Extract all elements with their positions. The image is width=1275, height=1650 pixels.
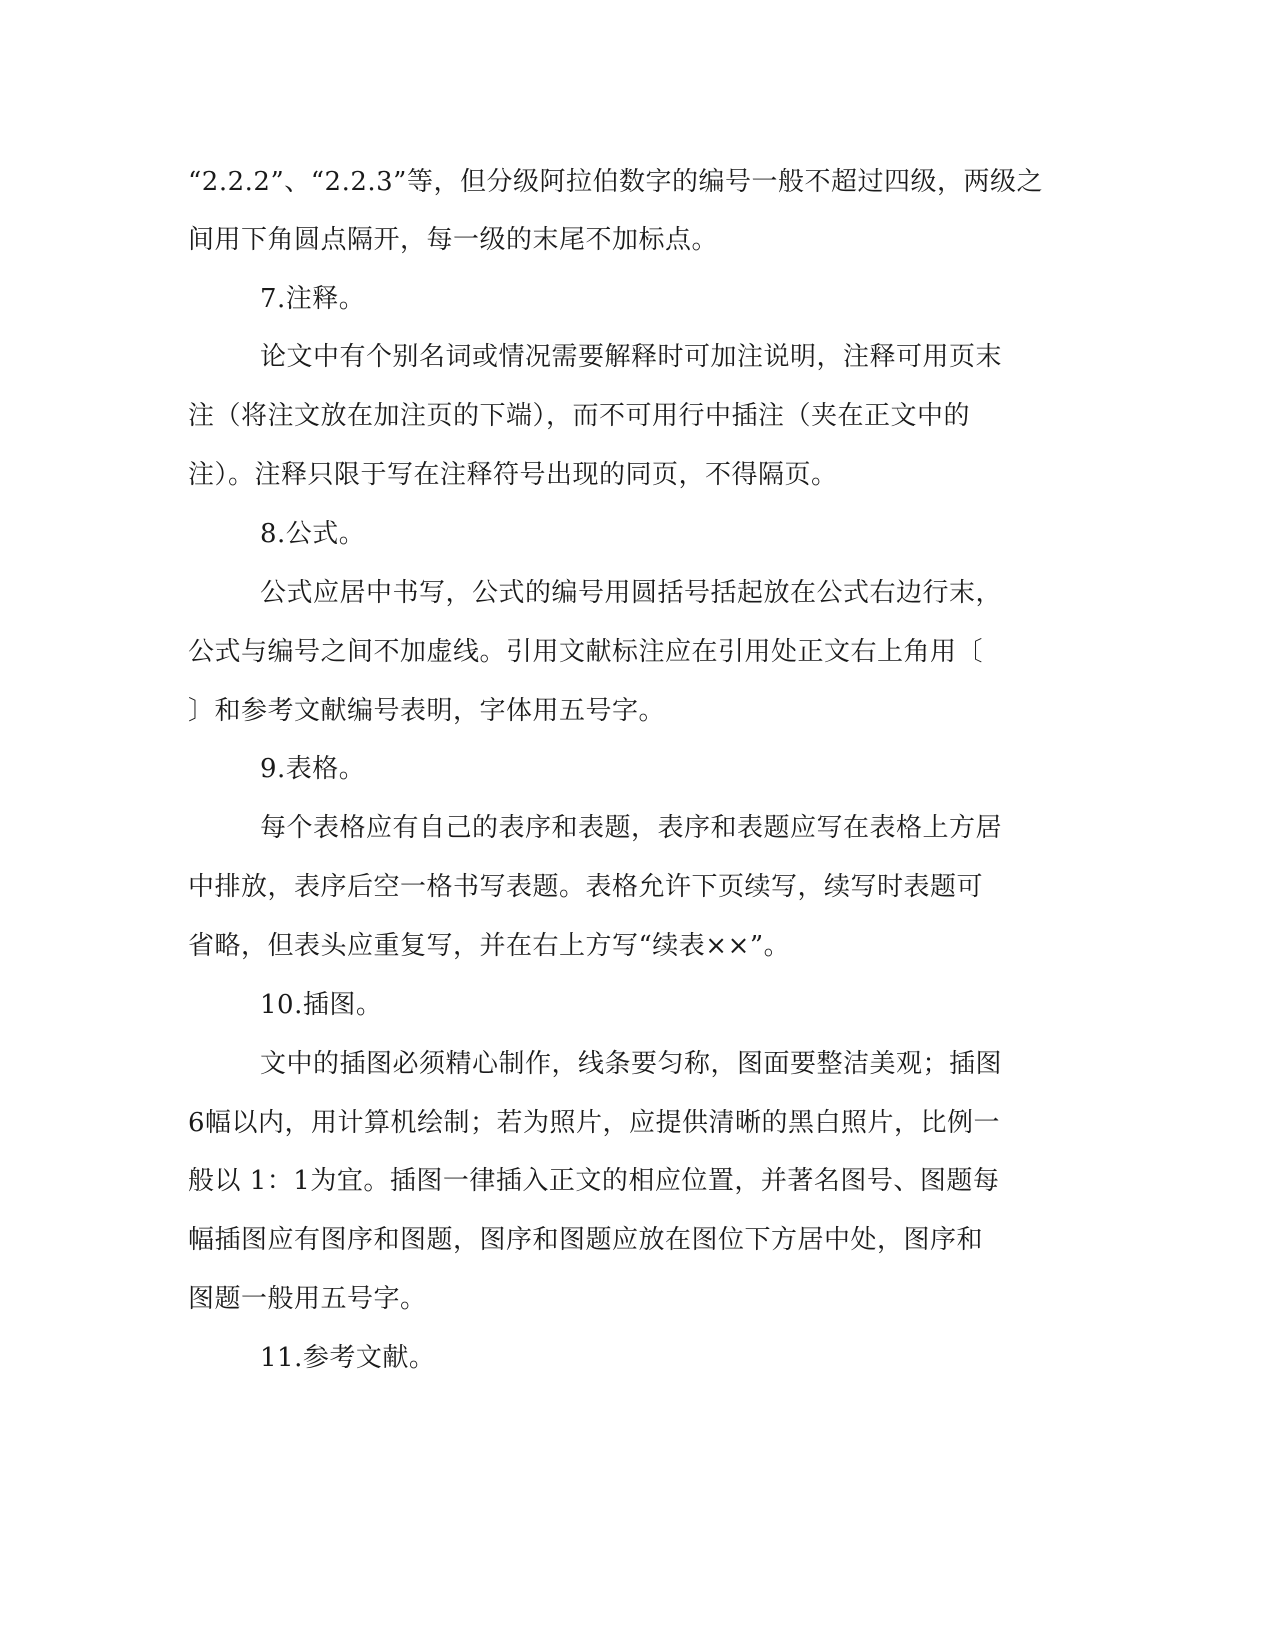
text-line: 幅插图应有图序和图题，图序和图题应放在图位下方居中处，图序和 — [188, 1225, 984, 1255]
section-heading: 8.公式。 — [260, 519, 366, 549]
text-line: 6幅以内，用计算机绘制；若为照片，应提供清晰的黑白照片，比例一 — [188, 1108, 1001, 1138]
text-line: 省略，但表头应重复写，并在右上方写“续表××”。 — [188, 931, 791, 961]
text-line: 般以 1：1为宜。插图一律插入正文的相应位置，并著名图号、图题每 — [188, 1166, 1000, 1196]
text-line: 每个表格应有自己的表序和表题，表序和表题应写在表格上方居 — [260, 813, 1003, 843]
text-line: 图题一般用五号字。 — [188, 1284, 427, 1314]
section-heading: 10.插图。 — [260, 990, 383, 1020]
text-line: 中排放，表序后空一格书写表题。表格允许下页续写，续写时表题可 — [188, 872, 984, 902]
text-line: “2.2.2”、“2.2.3”等，但分级阿拉伯数字的编号一般不超过四级，两级之 — [188, 167, 1043, 197]
text-line: 注（将注文放在加注页的下端），而不可用行中插注（夹在正文中的 — [188, 401, 971, 431]
section-heading: 7.注释。 — [260, 284, 366, 314]
text-line: 注）。注释只限于写在注释符号出现的同页，不得隔页。 — [188, 460, 838, 490]
section-heading: 11.参考文献。 — [260, 1343, 436, 1373]
section-heading: 9.表格。 — [260, 754, 366, 784]
text-line: 论文中有个别名词或情况需要解释时可加注说明，注释可用页末 — [260, 342, 1003, 372]
text-line: 公式应居中书写，公式的编号用圆括号括起放在公式右边行末， — [260, 578, 1003, 608]
text-line: 〕和参考文献编号表明，字体用五号字。 — [188, 696, 666, 726]
text-line: 文中的插图必须精心制作，线条要匀称，图面要整洁美观；插图 — [260, 1049, 1003, 1079]
text-line: 公式与编号之间不加虚线。引用文献标注应在引用处正文右上角用〔 — [188, 637, 984, 667]
text-line: 间用下角圆点隔开，每一级的末尾不加标点。 — [188, 225, 719, 255]
